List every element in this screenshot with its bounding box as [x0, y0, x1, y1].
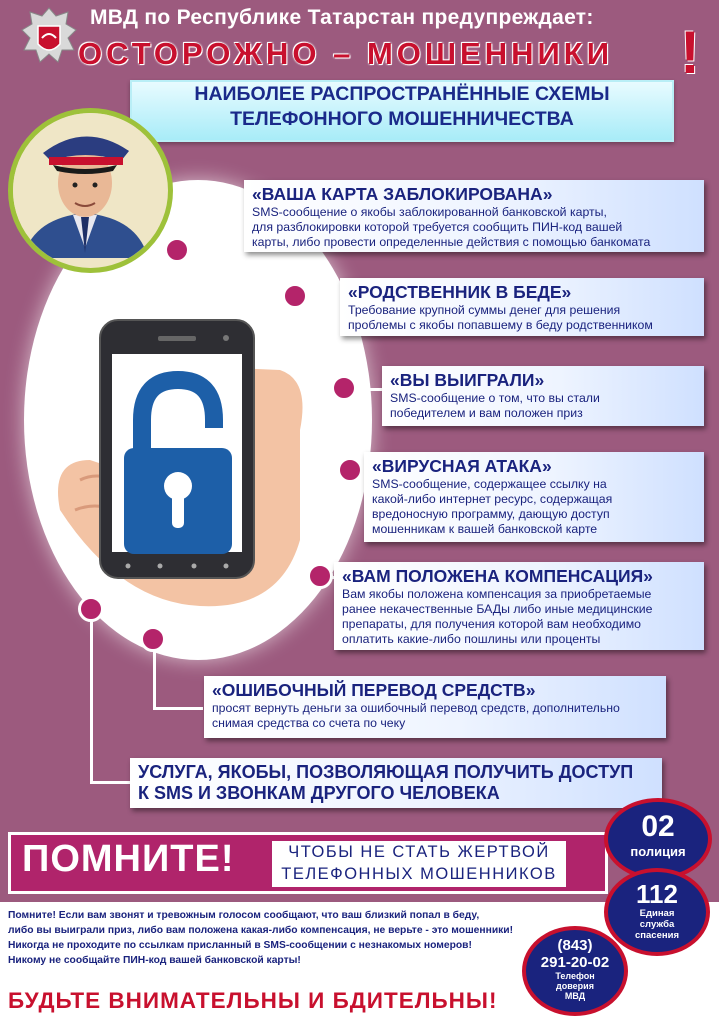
- scheme-title: «ВЫ ВЫИГРАЛИ»: [390, 370, 545, 390]
- scheme-desc-line: Требование крупной суммы денег для решения: [348, 303, 621, 317]
- trust-label-line: МВД: [564, 991, 586, 1001]
- rescue-label-line: спасения: [635, 930, 679, 941]
- scheme-title: «РОДСТВЕННИК В БЕДЕ»: [348, 282, 572, 302]
- warning-line: либо вы выиграли приз, либо вам положена какая-либо компенсация, не верьте - это мошенники!: [8, 925, 514, 936]
- scheme-dot: [307, 563, 333, 589]
- slogan: БУДЬТЕ ВНИМАТЕЛЬНЫ И БДИТЕЛЬНЫ!: [8, 988, 498, 1013]
- rescue-number: 112: [636, 879, 678, 909]
- police-officer-illustration: [8, 108, 173, 273]
- title-line2: ТЕЛЕФОННОГО МОШЕННИЧЕСТВА: [230, 108, 574, 130]
- scheme-card-you-won: [382, 366, 704, 426]
- trust-code: (843): [557, 937, 593, 954]
- trust-number: 291-20-02: [540, 954, 610, 971]
- scheme-desc-line: снимая средства со счета по чеку: [212, 716, 406, 730]
- remember-sub-line1: ЧТОБЫ НЕ СТАТЬ ЖЕРТВОЙ: [288, 843, 550, 861]
- warning-line: Никогда не проходите по ссылкам присланный в SMS-сообщении с незнакомых номеров!: [8, 940, 472, 951]
- police-number: 02: [641, 810, 675, 843]
- connector-line: [90, 612, 130, 784]
- trust-label-line: Телефон: [555, 971, 595, 981]
- rescue-label-line: служба: [639, 919, 675, 930]
- scheme-desc-line: вредоносную программу, дающую доступ: [372, 507, 610, 521]
- scheme-desc-line: препараты, для получения которой вам необходимо: [342, 617, 642, 631]
- scheme-title: «ОШИБОЧНЫЙ ПЕРЕВОД СРЕДСТВ»: [212, 680, 536, 700]
- scheme-desc-line: победителем и вам положен приз: [390, 406, 583, 420]
- scheme-card-compensation: [334, 562, 704, 650]
- padlock-icon: [120, 368, 236, 560]
- scheme-dot: [282, 283, 308, 309]
- rescue-label-line: Единая: [639, 908, 675, 919]
- remember-heading: ПОМНИТЕ!: [22, 838, 235, 880]
- title-line1: НАИБОЛЕЕ РАСПРОСТРАНЁННЫЕ СХЕМЫ: [194, 83, 610, 105]
- trust-label-line: доверия: [556, 981, 594, 991]
- schemes-title-box: [130, 80, 674, 142]
- scheme-desc-line: карты, либо провести определенные действия с помощью банкомата: [252, 235, 651, 249]
- police-label: полиция: [630, 844, 686, 859]
- scheme-title-line2: К SMS И ЗВОНКАМ ДРУГОГО ЧЕЛОВЕКА: [138, 783, 500, 803]
- header-ministry-warning: МВД по Республике Татарстан предупреждает:: [90, 6, 594, 29]
- scheme-desc-line: для разблокировки которой требуется сообщить ПИН-код вашей: [252, 220, 623, 234]
- scheme-card-virus-attack: [364, 452, 704, 542]
- scheme-desc-line: SMS-сообщение, содержащее ссылку на: [372, 477, 607, 491]
- scheme-desc-line: SMS-сообщение о якобы заблокированной банковской карты,: [252, 205, 607, 219]
- warning-line: Помните! Если вам звонят и тревожным голосом сообщают, что ваш близкий попал в беду,: [8, 910, 480, 921]
- scheme-desc-line: SMS-сообщение о том, что вы стали: [390, 391, 600, 405]
- scheme-card-sms-access-service: [130, 758, 662, 808]
- header-caution-fraudsters: ОСТОРОЖНО – МОШЕННИКИ: [78, 36, 613, 71]
- scheme-desc-line: просят вернуть деньги за ошибочный перевод средств, дополнительно: [212, 701, 620, 715]
- scheme-dot: [331, 375, 357, 401]
- scheme-dot: [78, 596, 104, 622]
- scheme-title: УСЛУГА, ЯКОБЫ, ПОЗВОЛЯЮЩАЯ ПОЛУЧИТЬ ДОСТУП: [138, 762, 634, 782]
- scheme-desc-line: Вам якобы положена компенсация за приобретаемые: [342, 587, 652, 601]
- remember-subtitle-box: [272, 841, 566, 887]
- scheme-dot: [140, 626, 166, 652]
- scheme-dot: [164, 237, 190, 263]
- scheme-desc-line: мошенникам к вашей банковской карте: [372, 522, 598, 536]
- header-exclamation: !: [680, 19, 700, 86]
- scheme-desc-line: проблемы с якобы попавшему в беду родственником: [348, 318, 653, 332]
- scheme-title: «ВАША КАРТА ЗАБЛОКИРОВАНА»: [252, 184, 553, 204]
- connector-line: [153, 648, 203, 710]
- scheme-card-card-blocked: [244, 180, 704, 252]
- scheme-dot: [337, 457, 363, 483]
- scheme-title: «ВИРУСНАЯ АТАКА»: [372, 456, 552, 476]
- scheme-card-relative-in-trouble: [340, 278, 704, 336]
- scheme-title: «ВАМ ПОЛОЖЕНА КОМПЕНСАЦИЯ»: [342, 566, 653, 586]
- scheme-card-erroneous-transfer: [204, 676, 666, 738]
- police-emblem-icon: [20, 6, 78, 72]
- police-officer-icon: [13, 113, 158, 258]
- scheme-desc-line: оплатить какие-либо пошлины или проценты: [342, 632, 601, 646]
- scheme-desc-line: какой-либо интернет ресурс, содержащая: [372, 492, 613, 506]
- remember-sub-line2: ТЕЛЕФОННЫХ МОШЕННИКОВ: [281, 865, 557, 883]
- scheme-desc-line: ранее некачественные БАДы либо иные медицинские: [342, 602, 653, 616]
- warning-line: Никому не сообщайте ПИН-код вашей банковской карты!: [8, 955, 301, 966]
- trust-hotline-badge: [522, 926, 628, 1016]
